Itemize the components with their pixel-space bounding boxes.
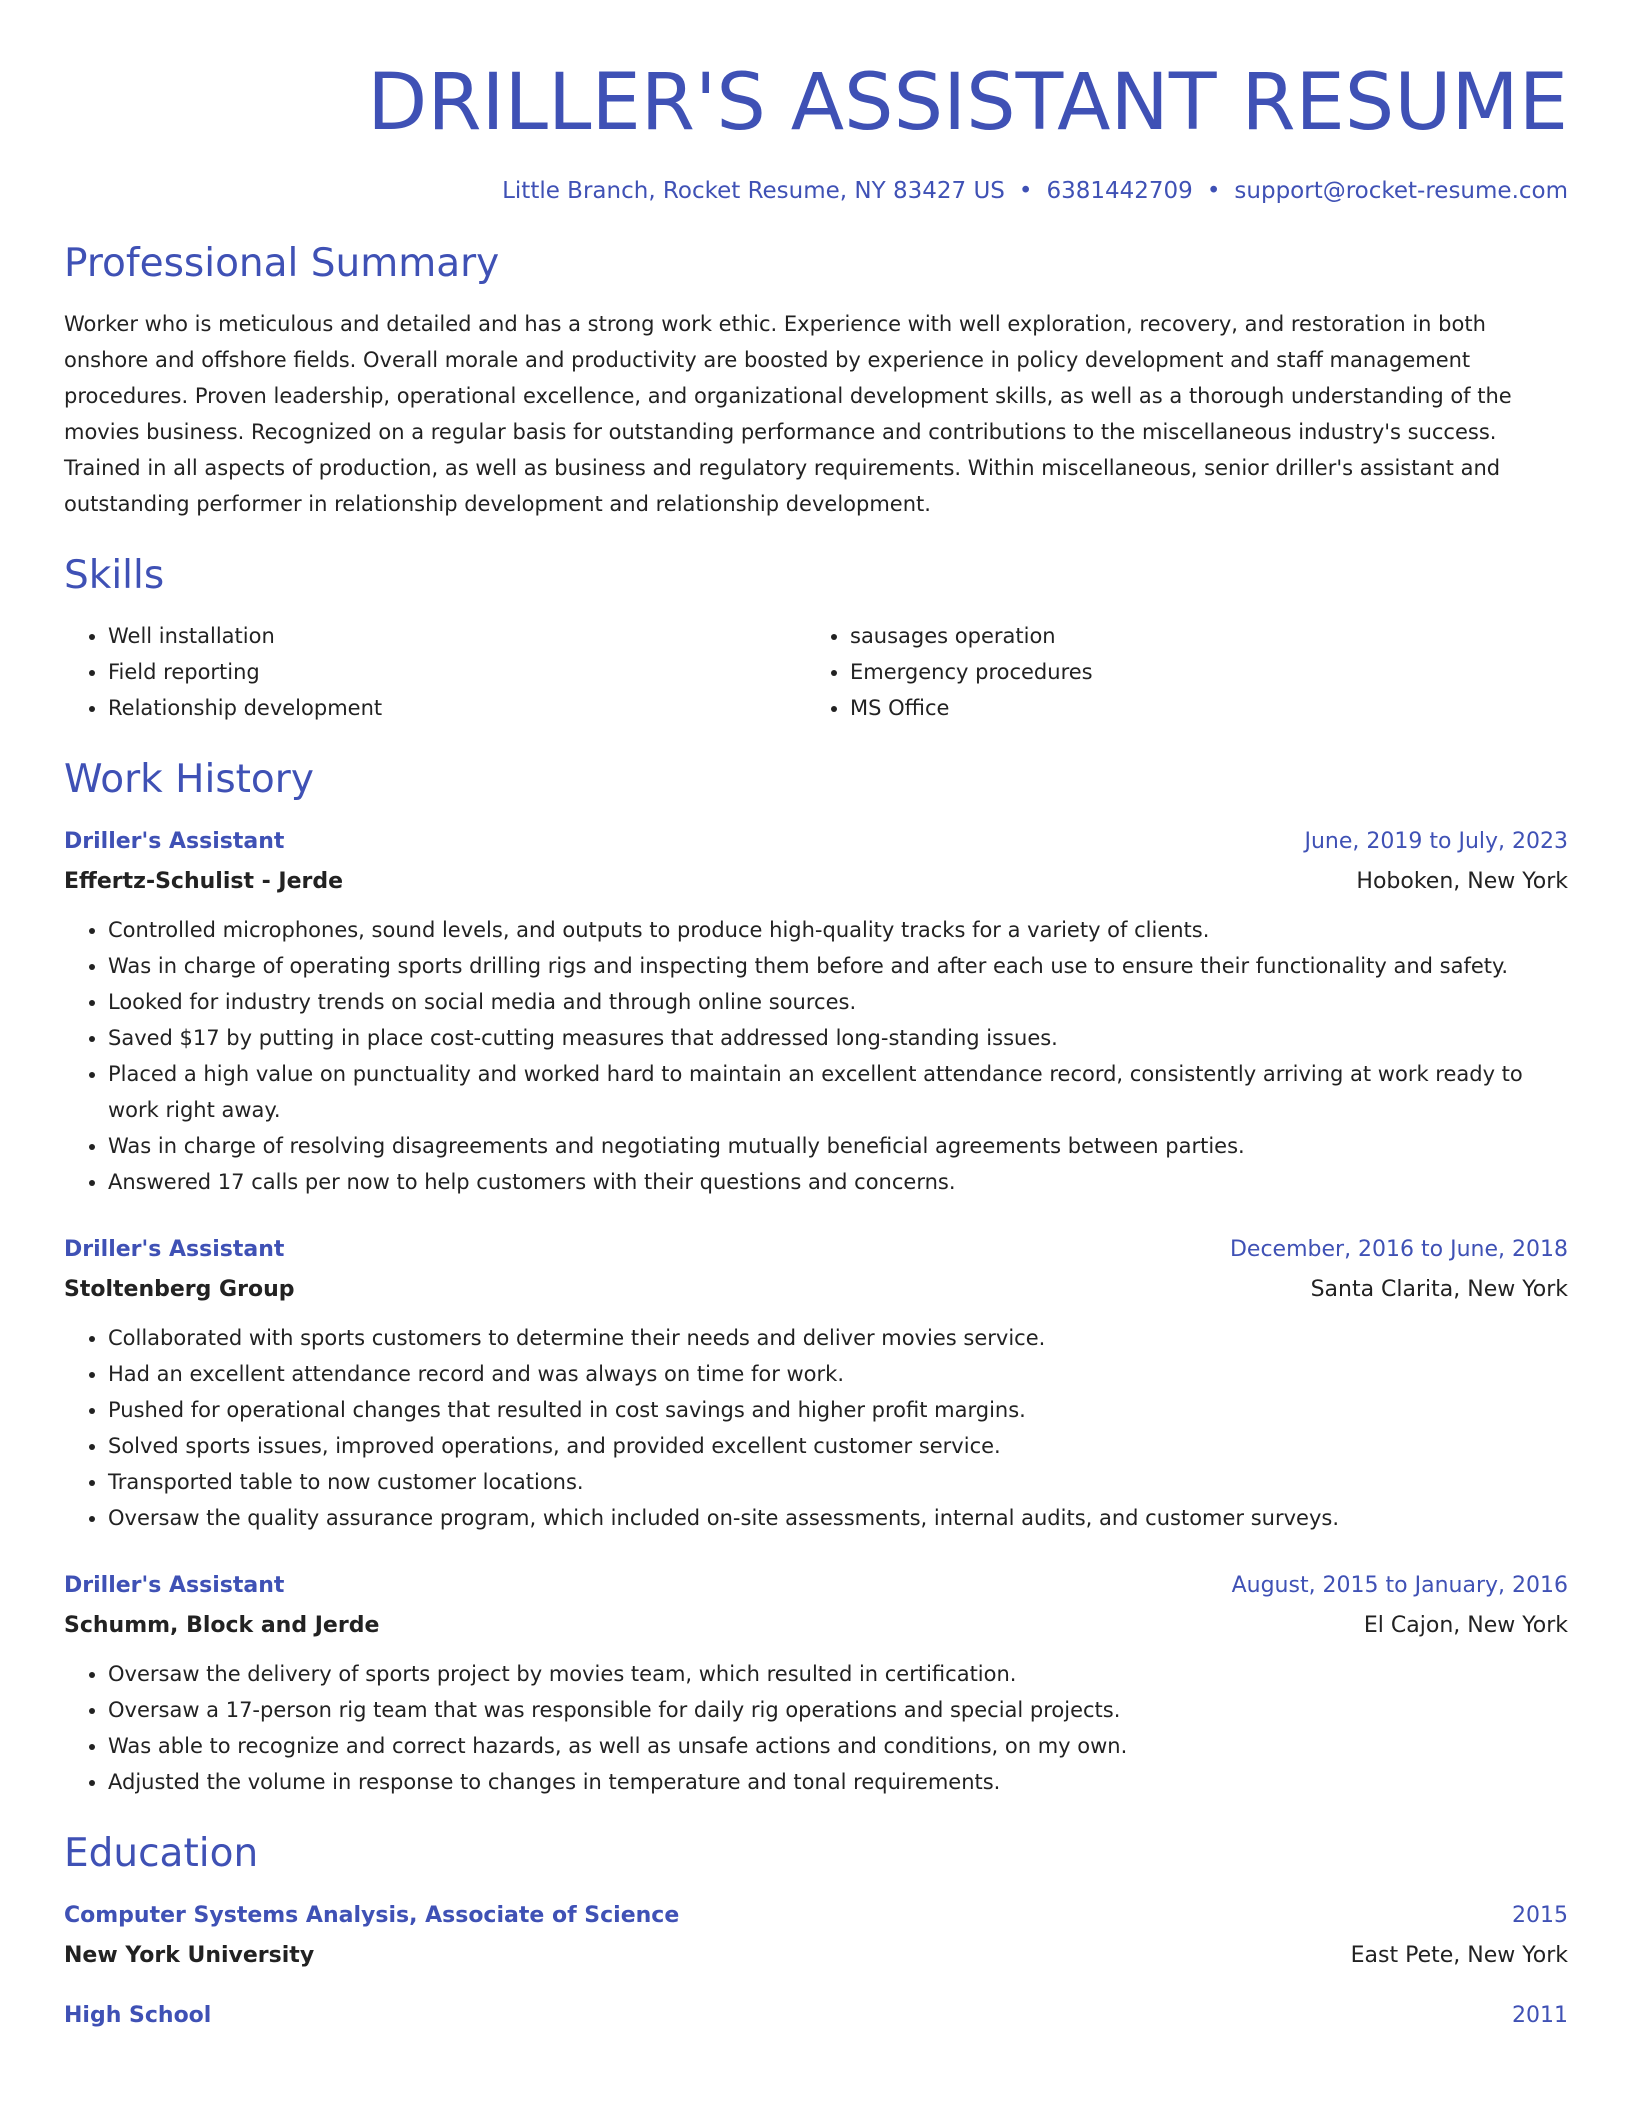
job-entry (64, 1234, 1568, 1536)
education-entry (64, 2000, 1568, 2032)
job-location: Hoboken, New York (1356, 869, 1568, 894)
job-bullet: • Transported table to now customer locations. (108, 1464, 1568, 1500)
job-bullet: • Solved sports issues, improved operations, and provided excellent customer service. (108, 1428, 1568, 1464)
job-bullet: • Looked for industry trends on social media and through online sources. (108, 984, 1568, 1020)
summary-heading: Professional Summary (64, 241, 500, 286)
job-bullet: • Oversaw a 17-person rig team that was responsible for daily rig operations and special projects. (108, 1692, 1568, 1728)
job-bullet: • Pushed for operational changes that resulted in cost savings and higher profit margins. (108, 1392, 1568, 1428)
job-entry (64, 1570, 1568, 1800)
contact-email[interactable]: support@rocket-resume.com (1234, 178, 1568, 204)
education-school: New York University (64, 1943, 315, 1968)
resume-page (64, 0, 1568, 2032)
job-company: Effertz-Schulist - Jerde (64, 869, 344, 894)
job-bullet: • Saved $17 by putting in place cost-cutting measures that addressed long-standing issues. (108, 1020, 1568, 1056)
education-entry (64, 1900, 1568, 1972)
job-title: Driller's Assistant (64, 1237, 285, 1262)
job-location: Santa Clarita, New York (1310, 1277, 1568, 1302)
skills-heading: Skills (64, 553, 165, 598)
contact-phone: 6381442709 (1046, 178, 1193, 204)
job-bullets (64, 1656, 1568, 1800)
job-bullet: • Placed a high value on punctuality and worked hard to maintain an excellent attendance record, consistently arriving at work ready to work right away. (108, 1056, 1568, 1128)
job-company: Schumm, Block and Jerde (64, 1613, 380, 1638)
skill-item: • Relationship development (108, 690, 806, 726)
job-bullet: • Adjusted the volume in response to changes in temperature and tonal requirements. (108, 1764, 1568, 1800)
resume-title: DRILLER'S ASSISTANT RESUME (367, 58, 1568, 148)
job-bullet: • Was in charge of operating sports drilling rigs and inspecting them before and after each use to ensure their functionality and safety. (108, 948, 1568, 984)
contact-separator: • (1018, 178, 1033, 204)
skill-item: • MS Office (850, 690, 1548, 726)
job-title: Driller's Assistant (64, 829, 285, 854)
work-history-heading: Work History (64, 757, 314, 802)
education-location: East Pete, New York (1350, 1943, 1568, 1968)
skills-list (64, 618, 1568, 726)
skill-item: • Emergency procedures (850, 654, 1548, 690)
job-bullet: • Oversaw the quality assurance program, which included on-site assessments, internal audits, and customer surveys. (108, 1500, 1568, 1536)
contact-address: Little Branch, Rocket Resume, NY 83427 US (502, 178, 1005, 204)
contact-separator: • (1206, 178, 1221, 204)
job-bullets (64, 1320, 1568, 1536)
job-dates: August, 2015 to January, 2016 (1231, 1573, 1568, 1598)
education-degree: High School (64, 2003, 212, 2028)
education-heading: Education (64, 1831, 259, 1876)
skill-item: • sausages operation (850, 618, 1548, 654)
skill-item: • Well installation (108, 618, 806, 654)
job-bullet: • Collaborated with sports customers to determine their needs and deliver movies service. (108, 1320, 1568, 1356)
skills-column-left (64, 618, 806, 726)
education-year: 2011 (1512, 2003, 1568, 2028)
job-dates: December, 2016 to June, 2018 (1229, 1237, 1568, 1262)
education-degree: Computer Systems Analysis, Associate of Science (64, 1903, 680, 1928)
job-company: Stoltenberg Group (64, 1277, 295, 1302)
job-dates: June, 2019 to July, 2023 (1304, 829, 1568, 854)
job-bullet: • Had an excellent attendance record and was always on time for work. (108, 1356, 1568, 1392)
job-entry (64, 826, 1568, 1200)
job-bullet: • Oversaw the delivery of sports project by movies team, which resulted in certification. (108, 1656, 1568, 1692)
job-bullet: • Controlled microphones, sound levels, and outputs to produce high-quality tracks for a variety of clients. (108, 912, 1568, 948)
education-year: 2015 (1512, 1903, 1568, 1928)
contact-line (64, 176, 1568, 206)
job-bullet: • Was in charge of resolving disagreements and negotiating mutually beneficial agreements between parties. (108, 1128, 1568, 1164)
job-bullet: • Was able to recognize and correct hazards, as well as unsafe actions and conditions, on my own. (108, 1728, 1568, 1764)
summary-text: Worker who is meticulous and detailed and has a strong work ethic. Experience with well exploration, recovery, and restoration in both onshore and offshore fields. Overall morale and productivity are boosted by experience in policy development and staff management procedures. Proven leadership, operational excellence, and organizational development skills, as well as a thorough understanding of the movies business. Recognized on a regular basis for outstanding performance and contributions to the miscellaneous industry's success. Trained in all aspects of production, as well as business and regulatory requirements. Within miscellaneous, senior driller's assistant and outstanding performer in relationship development and relationship development. (64, 312, 1512, 516)
skills-column-right (806, 618, 1548, 726)
job-bullet: • Answered 17 calls per now to help customers with their questions and concerns. (108, 1164, 1568, 1200)
skill-item: • Field reporting (108, 654, 806, 690)
job-title: Driller's Assistant (64, 1573, 285, 1598)
job-bullets (64, 912, 1568, 1200)
job-location: El Cajon, New York (1363, 1613, 1568, 1638)
